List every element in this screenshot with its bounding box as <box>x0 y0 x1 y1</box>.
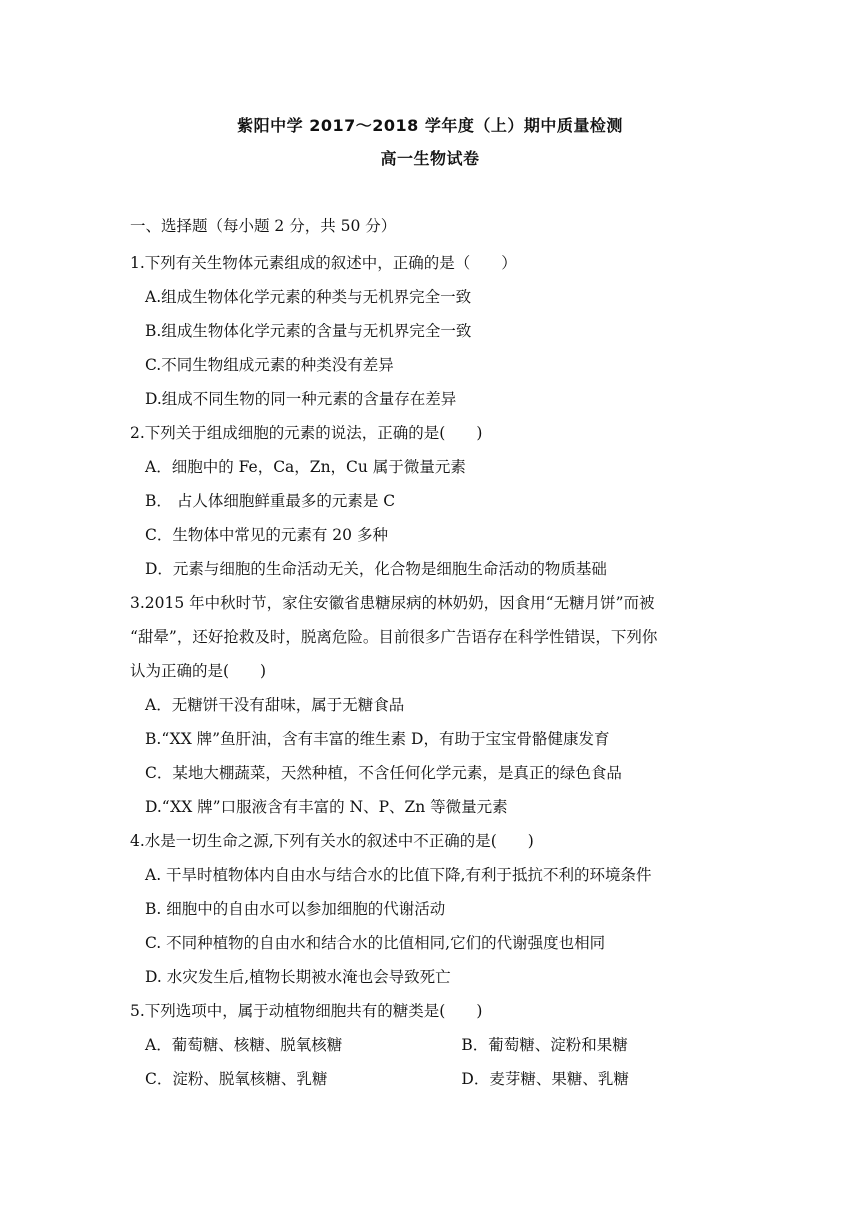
exam-title: 紫阳中学 2017～2018 学年度（上）期中质量检测 <box>237 116 623 135</box>
question-4 <box>130 824 740 994</box>
question-5-option-b: B．葡萄糖、淀粉和果糖 <box>461 1036 628 1054</box>
question-5-options-row-2 <box>130 1062 740 1096</box>
question-4-text: 4.水是一切生命之源,下列有关水的叙述中不正确的是( ) <box>130 832 534 850</box>
question-2 <box>130 416 740 586</box>
question-5-option-d: D．麦芽糖、果糖、乳糖 <box>461 1070 629 1088</box>
question-2-option-a: A．细胞中的 Fe，Ca，Zn，Cu 属于微量元素 <box>145 458 466 476</box>
exam-subtitle: 高一生物试卷 <box>380 149 480 168</box>
question-2-option-c: C．生物体中常见的元素有 20 多种 <box>145 526 388 544</box>
question-2-option-d: D．元素与细胞的生命活动无关，化合物是细胞生命活动的物质基础 <box>145 560 607 578</box>
question-3-text-line-1: 3.2015 年中秋时节，家住安徽省患糖尿病的林奶奶，因食用“无糖月饼”而被 <box>130 594 655 612</box>
question-5 <box>130 994 740 1096</box>
question-1-option-a: A.组成生物体化学元素的种类与无机界完全一致 <box>145 288 472 306</box>
question-5-options-row-1 <box>130 1028 740 1062</box>
question-4-option-d: D. 水灾发生后,植物长期被水淹也会导致死亡 <box>145 968 451 986</box>
question-3 <box>130 586 740 824</box>
question-1 <box>130 246 740 416</box>
question-1-option-b: B.组成生物体化学元素的含量与无机界完全一致 <box>145 322 472 340</box>
question-3-text-line-3: 认为正确的是( ) <box>130 662 267 680</box>
question-5-option-c: C．淀粉、脱氧核糖、乳糖 <box>145 1070 328 1088</box>
question-list <box>130 246 740 1096</box>
question-2-text: 2.下列关于组成细胞的元素的说法，正确的是( ) <box>130 424 483 442</box>
question-3-option-b: B.“XX 牌”鱼肝油，含有丰富的维生素 D，有助于宝宝骨骼健康发育 <box>145 730 610 748</box>
question-2-option-b: B． 占人体细胞鲜重最多的元素是 C <box>145 492 396 510</box>
question-3-option-d: D.“XX 牌”口服液含有丰富的 N、P、Zn 等微量元素 <box>145 798 508 816</box>
question-4-option-a: A. 干旱时植物体内自由水与结合水的比值下降,有利于抵抗不利的环境条件 <box>145 866 652 884</box>
question-5-option-a: A．葡萄糖、核糖、脱氧核糖 <box>145 1036 343 1054</box>
question-3-text-line-2: “甜晕”，还好抢救及时，脱离危险。目前很多广告语存在科学性错误，下列你 <box>130 628 658 646</box>
question-1-option-c: C.不同生物组成元素的种类没有差异 <box>145 356 394 374</box>
question-4-option-c: C. 不同种植物的自由水和结合水的比值相同,它们的代谢强度也相同 <box>145 934 606 952</box>
section-heading: 一、选择题（每小题 2 分，共 50 分） <box>130 217 397 235</box>
question-3-option-c: C．某地大棚蔬菜，天然种植，不含任何化学元素，是真正的绿色食品 <box>145 764 622 782</box>
question-4-option-b: B. 细胞中的自由水可以参加细胞的代谢活动 <box>145 900 446 918</box>
question-1-text: 1.下列有关生物体元素组成的叙述中，正确的是（ ） <box>130 254 517 272</box>
question-5-text: 5.下列选项中，属于动植物细胞共有的糖类是( ) <box>130 1002 483 1020</box>
question-3-option-a: A．无糖饼干没有甜味，属于无糖食品 <box>145 696 405 714</box>
question-1-option-d: D.组成不同生物的同一种元素的含量存在差异 <box>145 390 457 408</box>
